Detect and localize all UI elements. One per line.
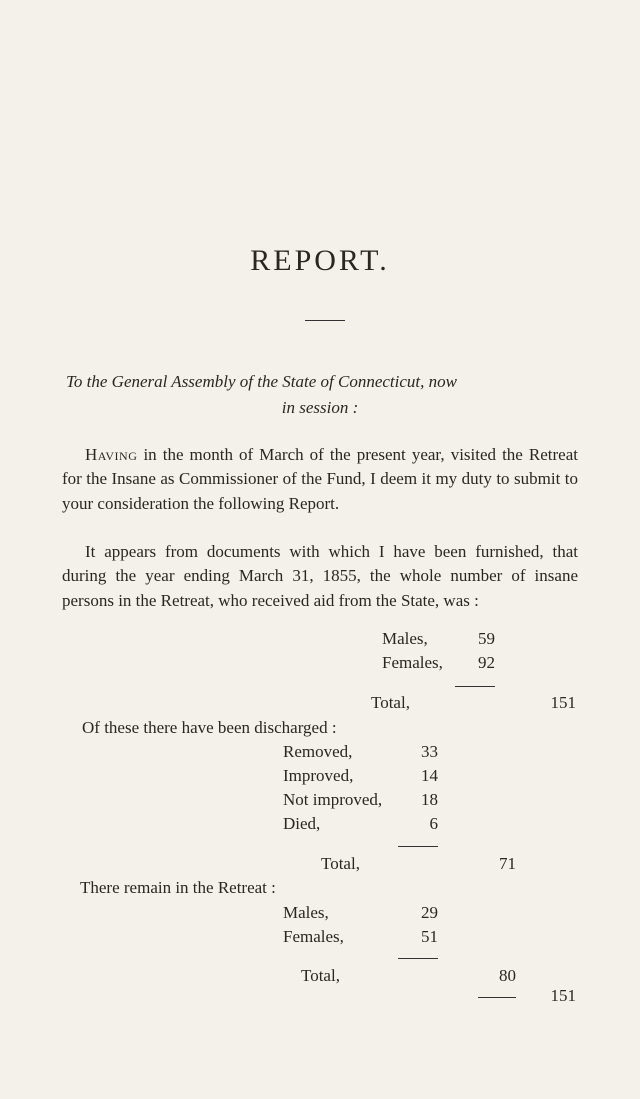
received-females-label: Females, [382, 653, 443, 672]
received-total-rule [455, 686, 495, 687]
received-total-value: 151 [550, 693, 576, 712]
remaining-males-label: Males, [283, 903, 329, 922]
discharged-died-label: Died, [283, 814, 321, 833]
paragraph-1-lead: Having [85, 445, 138, 464]
remaining-total-label: Total, [301, 966, 340, 985]
address-line-2: in session : [281, 398, 359, 417]
received-total-label: Total, [371, 693, 410, 712]
remaining-total-rule [398, 958, 438, 959]
remaining-females-label: Females, [283, 927, 344, 946]
title-divider [305, 320, 345, 321]
discharged-total-value: 71 [499, 854, 516, 873]
page-title: REPORT. [250, 244, 390, 277]
discharged-improved-value: 14 [421, 766, 438, 785]
discharged-removed-value: 33 [421, 742, 438, 761]
discharged-not-improved-label: Not improved, [283, 790, 383, 809]
discharged-removed-label: Removed, [283, 742, 353, 761]
paragraph-2: It appears from documents with which I have been furnished, that during the year ending March 31, 1855, the whole number of insane persons in the Retreat, who received aid from the State, was : [62, 542, 578, 610]
paragraph-1-body: in the month of March of the present year, visited the Retreat for the Insane as Commissioner of the Fund, I deem it my duty to submit to your consideration the following Report. [62, 445, 578, 513]
remaining-heading: There remain in the Retreat : [80, 878, 276, 897]
remaining-total-value: 80 [499, 966, 516, 985]
received-females-value: 92 [478, 653, 495, 672]
paragraph-1 [62, 443, 578, 516]
discharged-not-improved-value: 18 [421, 790, 438, 809]
remaining-males-value: 29 [421, 903, 438, 922]
grand-total-value: 151 [550, 986, 576, 1005]
received-males-value: 59 [478, 629, 495, 648]
address-line-1: To the General Assembly of the State of Connecticut, now [66, 372, 457, 391]
remaining-females-value: 51 [421, 927, 438, 946]
grand-total-rule [478, 997, 516, 998]
discharged-died-value: 6 [429, 814, 438, 833]
discharged-heading: Of these there have been discharged : [82, 718, 337, 737]
discharged-total-label: Total, [321, 854, 360, 873]
received-males-label: Males, [382, 629, 428, 648]
discharged-total-rule [398, 846, 438, 847]
discharged-improved-label: Improved, [283, 766, 354, 785]
